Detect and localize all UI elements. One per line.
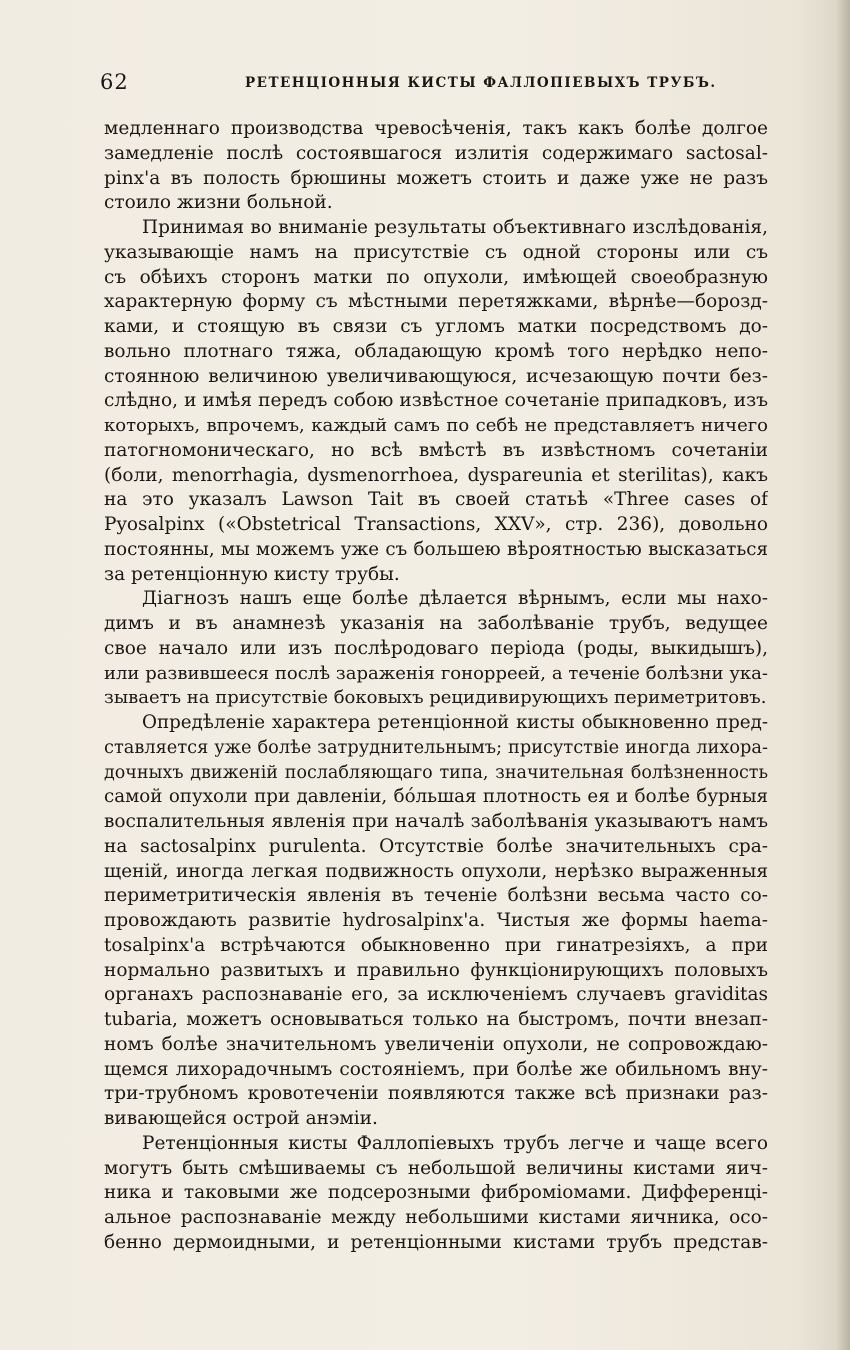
text-line: медленнаго производства чревосѣченія, такъ какъ болѣе долгое	[104, 118, 768, 139]
body-text	[104, 117, 768, 1256]
text-line: зываетъ на присутствіе боковыхъ рецидивирующихъ периметритовъ.	[104, 687, 767, 709]
text-line: щеній, иногда легкая подвижность опухоли, нерѣзко выраженныя	[104, 860, 768, 882]
page-header	[100, 70, 768, 102]
text-line: на sactosalpinx purulenta. Отсутствіе болѣе значительныхъ сра-	[104, 835, 768, 857]
text-line: вольно плотнаго тяжа, обладающую кромѣ того нерѣдко непо-	[104, 340, 768, 362]
text-line: ками, и стоящую въ связи съ угломъ матки посредствомъ до-	[104, 316, 768, 337]
text-line: ника и таковыми же подсерозными фиброміомами. Дифференці-	[104, 1182, 768, 1204]
text-line: tubaria, можетъ основываться только на быстромъ, почти внезап-	[104, 1009, 768, 1030]
text-line: воспалительныя явленія при началѣ заболѣванія указываютъ намъ	[104, 811, 768, 832]
text-line: стоянною величиною увеличивающуюся, исчезающую почти без-	[104, 365, 768, 387]
text-line: щемся лихорадочнымъ состояніемъ, при болѣе же обильномъ вну-	[104, 1058, 768, 1080]
text-line: замедленіе послѣ состоявшагося излитія содержимаго sactosal-	[104, 142, 768, 164]
text-line: дочныхъ движеній послабляющаго типа, значительная болѣзненность	[104, 762, 768, 783]
running-title: РЕТЕНЦІОННЫЯ КИСТЫ ФАЛЛОПІЕВЫХЪ ТРУБЪ.	[245, 75, 717, 91]
text-line: три-трубномъ кровотеченіи появляются также всѣ признаки раз-	[104, 1083, 768, 1105]
text-line: органахъ распознаваніе его, за исключеніемъ случаевъ graviditas	[104, 984, 768, 1006]
text-line: периметритическія явленія въ теченіе болѣзни весьма часто со-	[104, 885, 768, 907]
text-line: характерную форму съ мѣстными перетяжками, вѣрнѣе—борозд-	[104, 291, 768, 313]
text-line: димъ и въ анамнезѣ указанія на заболѣваніе трубъ, ведущее	[104, 613, 768, 634]
text-line: которыхъ, впрочемъ, каждый самъ по себѣ не представляетъ ничего	[104, 415, 768, 436]
text-line: указывающіе намъ на присутствіе съ одной стороны или съ	[104, 241, 768, 263]
text-line: постоянны, мы можемъ уже съ большею вѣроятностью высказаться	[104, 538, 768, 560]
text-line: за ретенціонную кисту трубы.	[104, 563, 400, 585]
page-number: 62	[100, 70, 129, 94]
text-line: номъ болѣе значительномъ увеличеніи опухоли, не сопровождаю-	[104, 1033, 768, 1055]
text-line: или развившееся послѣ зараженія гонорреей, а теченіе болѣзни ука-	[104, 662, 768, 684]
page-edge-shadow	[836, 0, 850, 1350]
text-line: свое начало или изъ послѣродоваго періода (роды, выкидышъ),	[104, 637, 768, 659]
text-line: нормально развитыхъ и правильно функціонирующихъ половыхъ	[104, 959, 768, 981]
text-line: на это указалъ Lawson Tait въ своей статьѣ «Three cases of	[104, 489, 768, 511]
text-line: альное распознаваніе между небольшими кистами яичника, осо-	[104, 1207, 768, 1228]
text-line: ставляется уже болѣе затруднительнымъ; присутствіе иногда лихора-	[104, 737, 768, 758]
text-line: (боли, menorrhagia, dysmenorrhoea, dyspareunia et sterilitas), какъ	[104, 464, 768, 486]
text-line: Опредѣленіе характера ретенціонной кисты обыкновенно пред-	[142, 712, 768, 733]
text-line: стоило жизни больной.	[104, 192, 333, 214]
text-line: патогномоническаго, но всѣ вмѣстѣ въ извѣстномъ сочетаніи	[104, 439, 768, 461]
text-line: Ретенціонныя кисты Фаллопіевыхъ трубъ легче и чаще всего	[142, 1132, 768, 1154]
text-line: бенно дермоидными, и ретенціонными кистами трубъ представ-	[104, 1231, 768, 1253]
text-line: провождають развитіе hydrosalpinx'а. Чистыя же формы haema-	[104, 910, 768, 931]
text-line: pinx'а въ полость брюшины можетъ стоить и даже уже не разъ	[104, 167, 768, 189]
text-line: Принимая во вниманіе результаты объективнаго изслѣдованія,	[142, 217, 768, 238]
text-line: Pyosalpinx («Obstetrical Transactions, XXV», стр. 236), довольно	[104, 514, 768, 535]
text-line: Діагнозъ нашъ еще болѣе дѣлается вѣрнымъ, если мы нахо-	[142, 588, 768, 610]
text-line: вивающейся острой анэміи.	[104, 1108, 378, 1129]
text-line: tosalpinx'а встрѣчаются обыкновенно при гинатрезіяхъ, а при	[104, 934, 768, 956]
text-line: слѣдно, и имѣя передъ собою извѣстное сочетаніе припадковъ, изъ	[104, 390, 768, 412]
text-line: съ обѣихъ сторонъ матки по опухоли, имѣющей своеобразную	[104, 266, 768, 288]
text-line: могутъ быть смѣшиваемы съ небольшой величины кистами яич-	[104, 1157, 768, 1179]
text-line: самой опухоли при давленіи, бо́льшая плотность ея и болѣе бурныя	[104, 786, 768, 808]
